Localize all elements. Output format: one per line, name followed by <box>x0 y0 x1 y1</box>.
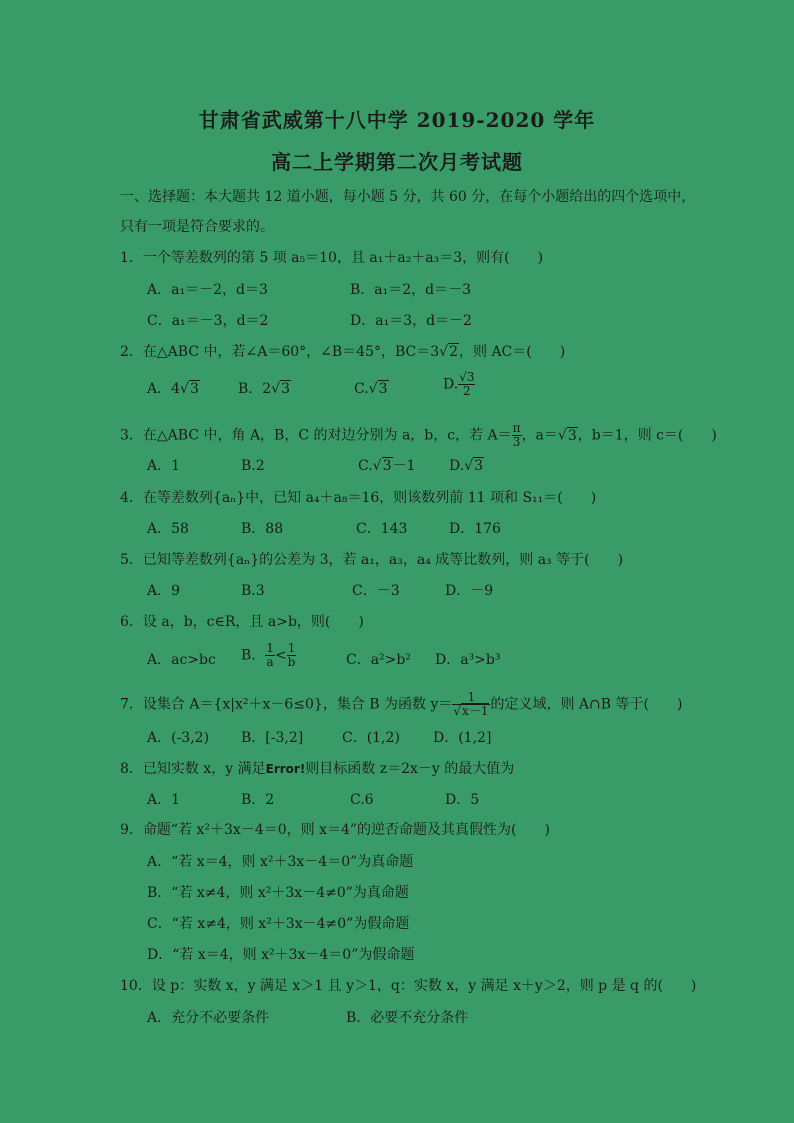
fraction: $\frac{1}{√x-1}$ <box>453 690 489 718</box>
question-9-option-c: C．“若 x≠4，则 x²＋3x－4≠0”为假命题 <box>147 916 410 932</box>
question-2-option-a: A．4√3 <box>147 381 199 397</box>
question-2-option-c: C.√3 <box>354 381 388 397</box>
question-3-option-c: C.√3－1 <box>358 458 416 474</box>
question-3-option-b: B.2 <box>241 458 265 474</box>
error-field: Error! <box>265 762 306 776</box>
question-4-option-c: C．143 <box>356 521 408 537</box>
question-5-option-c: C．－3 <box>352 583 400 599</box>
question-2-option-b: B．2√3 <box>238 381 291 397</box>
question-6-option-b: B． $\frac{1}{a}$ < $\frac{1}{b}$ <box>241 641 296 669</box>
question-9-stem: 9．命题“若 x²＋3x－4＝0，则 x＝4”的逆否命题及其真假性为( ) <box>120 822 550 838</box>
fraction: $\frac{1}{a}$ <box>266 641 274 669</box>
question-5-option-b: B.3 <box>241 583 265 599</box>
fraction: $\frac{√3}{2}$ <box>459 370 475 398</box>
question-8-option-d: D．5 <box>445 792 480 808</box>
question-10-option-b: B．必要不充分条件 <box>346 1010 469 1026</box>
exam-title-school: 甘肃省武威第十八中学 2019-2020 学年 <box>198 108 596 132</box>
question-7-option-c: C．(1,2) <box>342 730 400 746</box>
question-2-option-d: D. $\frac{√3}{2}$ <box>443 370 475 398</box>
question-3-option-a: A．1 <box>147 458 181 474</box>
question-1-stem: 1．一个等差数列的第 5 项 a₅＝10，且 a₁＋a₂＋a₃＝3，则有( ) <box>120 250 544 266</box>
section-instructions-line1: 一、选择题：本大题共 12 道小题，每小题 5 分，共 60 分，在每个小题给出的四个选项中， <box>120 189 696 205</box>
question-4-option-a: A．58 <box>147 521 189 537</box>
question-3-option-d: D.√3 <box>449 458 484 474</box>
question-7-stem: 7．设集合 A＝{x|x²＋x－6≤0}，集合 B 为函数 y＝ $\frac{1}{√x-1}$ 的定义域，则 A∩B 等于( ) <box>120 690 683 718</box>
question-9-option-a: A．“若 x＝4，则 x²＋3x－4＝0”为真命题 <box>147 854 414 870</box>
question-4-option-d: D．176 <box>449 521 501 537</box>
question-1-option-d: D．a₁＝3，d＝－2 <box>350 313 472 329</box>
question-7-option-a: A．(-3,2) <box>147 730 210 746</box>
question-5-option-a: A．9 <box>147 583 181 599</box>
question-8-option-a: A．1 <box>147 792 181 808</box>
question-6-option-c: C．a²>b² <box>346 652 411 668</box>
question-10-stem: 10．设 p：实数 x，y 满足 x＞1 且 y＞1，q：实数 x，y 满足 x＋y＞2，则 p 是 q 的( ) <box>120 978 697 994</box>
question-7-option-b: B．[-3,2] <box>241 730 304 746</box>
question-1-option-c: C．a₁＝－3，d＝2 <box>147 313 269 329</box>
question-5-option-d: D．－9 <box>445 583 494 599</box>
question-2-stem: 2．在△ABC 中，若∠A＝60°，∠B＝45°，BC＝3√2，则 AC＝( ) <box>120 344 566 360</box>
question-7-option-d: D．(1,2] <box>433 730 492 746</box>
question-9-option-b: B．“若 x≠4，则 x²＋3x－4≠0”为真命题 <box>147 885 409 901</box>
question-6-option-d: D．a³>b³ <box>435 652 501 668</box>
question-9-option-d: D．“若 x＝4，则 x²＋3x－4＝0”为假命题 <box>147 947 415 963</box>
question-3-stem: 3．在△ABC 中，角 A，B，C 的对边分别为 a，b，c，若 A＝ $\frac{\pi}{3}$ ，a＝√3，b＝1，则 c＝( ) <box>120 421 717 449</box>
fraction: $\frac{1}{b}$ <box>287 641 296 669</box>
question-6-option-a: A．ac>bc <box>147 652 216 668</box>
question-8-option-b: B．2 <box>241 792 275 808</box>
section-instructions-line2: 只有一项是符合要求的。 <box>120 219 274 235</box>
question-1-option-b: B．a₁＝2，d＝－3 <box>350 282 472 298</box>
question-4-stem: 4．在等差数列{aₙ}中，已知 a₄＋a₈＝16，则该数列前 11 项和 S₁₁＝( ) <box>120 490 597 506</box>
question-4-option-b: B．88 <box>241 521 284 537</box>
question-5-stem: 5．已知等差数列{aₙ}的公差为 3，若 a₁，a₃，a₄ 成等比数列，则 a₃ 等于( ) <box>120 552 624 568</box>
question-8-option-c: C.6 <box>350 792 374 808</box>
question-10-option-a: A．充分不必要条件 <box>147 1010 270 1026</box>
sqrt-radicand: 2 <box>449 344 458 360</box>
question-1-option-a: A．a₁＝－2，d＝3 <box>147 282 268 298</box>
question-6-stem: 6．设 a，b，c∈R，且 a>b，则( ) <box>120 614 364 630</box>
fraction: $\frac{\pi}{3}$ <box>512 421 521 449</box>
question-8-stem: 8．已知实数 x，y 满足Error!则目标函数 z＝2x－y 的最大值为 <box>120 761 515 777</box>
exam-title-test: 高二上学期第二次月考试题 <box>271 150 523 174</box>
